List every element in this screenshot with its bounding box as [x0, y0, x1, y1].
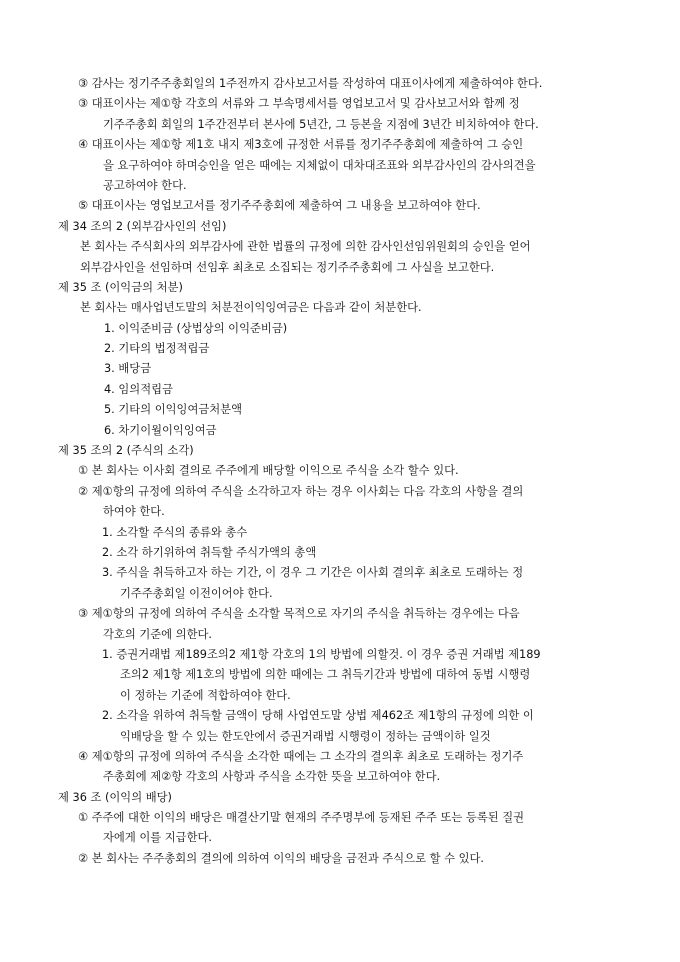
paragraph-line: ② 본 회사는 주주총회의 결의에 의하여 이익의 배당을 금전과 주식으로 할 수 있다. [78, 851, 485, 865]
paragraph-line: 을 요구하여야 하며승인을 얻은 때에는 지체없이 대차대조표와 외부감사인의 감사의견을 [103, 158, 536, 172]
paragraph-line: 본 회사는 매사업년도말의 처분전이익잉여금은 다음과 같이 처분한다. [80, 301, 422, 315]
paragraph-line: ① 본 회사는 이사회 결의로 주주에게 배당할 이익으로 주식을 소각 할수 있다. [78, 464, 459, 478]
paragraph-line: 각호의 기준에 의한다. [103, 627, 212, 641]
list-item: 1. 소각할 주식의 종류와 총수 [102, 525, 248, 539]
paragraph-line: ③ 감사는 정기주주총회일의 1주전까지 감사보고서를 작성하여 대표이사에게 제출하여야 한다. [78, 77, 543, 90]
list-item: 3. 배당금 [104, 362, 152, 376]
list-item-continuation: 기주주총회일 이전이어야 한다. [120, 586, 273, 600]
paragraph-line: ③ 제①항의 규정에 의하여 주식을 소각할 목적으로 자기의 주식을 취득하는 경우에는 다음 [78, 607, 520, 621]
list-item: 3. 주식을 취득하고자 하는 기간, 이 경우 그 기간은 이사회 결의후 최초로 도래하는 정 [102, 566, 524, 580]
list-item: 2. 기타의 법정적립금 [104, 342, 210, 356]
article-heading: 제 35 조 (이익금의 처분) [58, 280, 183, 294]
paragraph-line: 자에게 이를 지급한다. [103, 831, 212, 845]
document-page [0, 74, 680, 869]
list-item: 2. 소각을 위하여 취득할 금액이 당해 사업연도말 상법 제462조 제1항의 규정에 의한 이 [102, 709, 534, 723]
list-item: 1. 증권거래법 제189조의2 제1항 각호의 1의 방법에 의할것. 이 경우 증권 거래법 제189 [102, 647, 541, 661]
paragraph-line: 본 회사는 주식회사의 외부감사에 관한 법률의 규정에 의한 감사인선임위원회의 승인을 얻어 [80, 240, 531, 254]
paragraph-line: 외부감사인을 선임하며 선임후 최초로 소집되는 정기주주총회에 그 사실을 보고한다. [80, 260, 495, 274]
list-item: 2. 소각 하기위하여 취득할 주식가액의 총액 [102, 545, 317, 559]
paragraph-line: ④ 대표이사는 제①항 제1호 내지 제3호에 규정한 서류를 정기주주총회에 제출하여 그 승인 [78, 138, 524, 152]
paragraph-line: ② 제①항의 규정에 의하여 주식을 소각하고자 하는 경우 이사회는 다음 각호의 사항을 결의 [78, 484, 524, 498]
list-item-continuation: 익배당을 할 수 있는 한도안에서 증권거래법 시행령이 정하는 금액이하 일것 [120, 729, 491, 743]
list-item-continuation: 이 정하는 기준에 적합하여야 한다. [120, 688, 291, 702]
paragraph-line: 기주주총회 회일의 1주간전부터 본사에 5년간, 그 등본을 지점에 3년간 비치하여야 한다. [103, 117, 539, 131]
list-item-continuation: 조의2 제1항 제1호의 방법에 의한 때에는 그 취득기간과 방법에 대하여 동법 시행령 [120, 668, 531, 682]
list-item: 1. 이익준비금 (상법상의 이익준비금) [104, 321, 288, 335]
paragraph-line: ⑤ 대표이사는 영업보고서를 정기주주총회에 제출하여 그 내용을 보고하여야 한다. [78, 199, 481, 213]
list-item: 6. 차기이월이익잉여금 [104, 423, 217, 437]
paragraph-line: 주총회에 제②항 각호의 사항과 주식을 소각한 뜻을 보고하여야 한다. [103, 770, 441, 784]
paragraph-line: ③ 대표이사는 제①항 각호의 서류와 그 부속명세서를 영업보고서 및 감사보고서와 함께 정 [78, 97, 520, 111]
list-item: 4. 임의적립금 [104, 382, 173, 396]
article-heading: 제 34 조의 2 (외부감사인의 선임) [58, 219, 227, 233]
paragraph-line: ④ 제①항의 규정에 의하여 주식을 소각한 때에는 그 소각의 결의후 최초로 도래하는 정기주 [78, 749, 524, 763]
paragraph-line: 공고하여야 한다. [103, 178, 187, 192]
list-item: 5. 기타의 이익잉여금처분액 [104, 403, 243, 417]
paragraph-line: 하여야 한다. [103, 505, 165, 519]
article-heading: 제 35 조의 2 (주식의 소각) [58, 444, 194, 458]
article-heading: 제 36 조 (이익의 배당) [58, 790, 172, 804]
paragraph-line: ① 주주에 대한 이익의 배당은 매결산기말 현재의 주주명부에 등재된 주주 또는 등록된 질권 [78, 811, 525, 825]
